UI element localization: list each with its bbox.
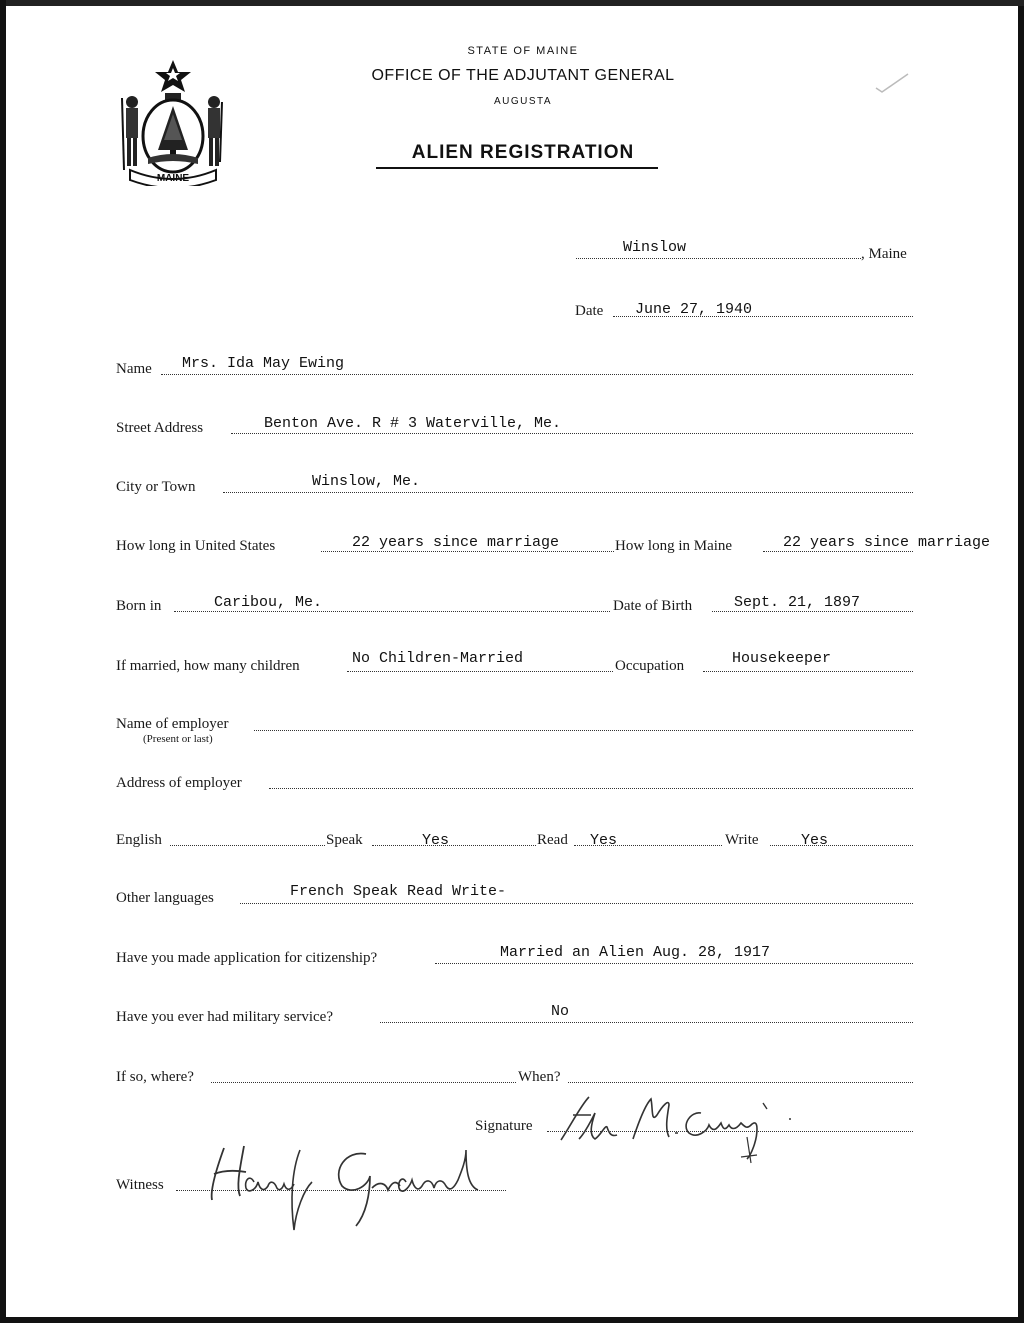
signature-label: Signature	[475, 1118, 533, 1134]
occupation-value: Housekeeper	[732, 650, 832, 667]
date-of-birth-value: Sept. 21, 1897	[734, 594, 861, 611]
how-long-us-label: How long in United States	[116, 538, 276, 554]
how-long-maine-label: How long in Maine	[615, 538, 733, 554]
born-in-label: Born in	[116, 598, 162, 614]
employer-address-label: Address of employer	[116, 775, 242, 791]
title-underline	[376, 167, 658, 169]
city-line	[223, 492, 913, 493]
when-label: When?	[518, 1069, 561, 1085]
scan-bottom-edge	[6, 1317, 1024, 1323]
children-line	[347, 671, 613, 672]
date-label: Date	[575, 303, 604, 319]
header-state: STATE OF MAINE	[467, 45, 579, 57]
date-of-birth-label: Date of Birth	[613, 598, 693, 614]
employer-address-line	[269, 788, 913, 789]
if-so-where-label: If so, where?	[116, 1069, 194, 1085]
how-long-us-line	[321, 551, 614, 552]
city-value: Winslow, Me.	[312, 473, 421, 490]
other-languages-label: Other languages	[116, 890, 214, 906]
city-label: City or Town	[116, 479, 196, 495]
how-long-us-value: 22 years since marriage	[352, 534, 560, 551]
employer-name-label: Name of employer	[116, 716, 229, 732]
military-line	[380, 1022, 913, 1023]
citizenship-line	[435, 963, 913, 964]
speak-label: Speak	[326, 832, 363, 848]
citizenship-label: Have you made application for citizenship?	[116, 950, 378, 966]
read-value: Yes	[590, 832, 618, 849]
date-value: June 27, 1940	[635, 301, 753, 318]
town-line	[576, 258, 861, 259]
date-of-birth-line	[712, 611, 913, 612]
military-value: No	[551, 1003, 570, 1020]
svg-text:MAINE: MAINE	[156, 173, 190, 184]
write-line	[770, 845, 913, 846]
citizenship-value: Married an Alien Aug. 28, 1917	[500, 944, 771, 961]
if-so-where-line	[211, 1082, 516, 1083]
witness-signature	[196, 1130, 516, 1240]
military-label: Have you ever had military service?	[116, 1009, 333, 1025]
street-address-label: Street Address	[116, 420, 204, 436]
speak-line	[372, 845, 536, 846]
witness-label: Witness	[116, 1177, 164, 1193]
children-label: If married, how many children	[116, 658, 300, 674]
children-value: No Children-Married	[352, 650, 524, 667]
write-label: Write	[725, 832, 759, 848]
form-title: ALIEN REGISTRATION	[411, 142, 635, 163]
other-languages-value: French Speak Read Write-	[290, 883, 507, 900]
name-label: Name	[116, 361, 152, 377]
when-line	[568, 1082, 913, 1083]
occupation-label: Occupation	[615, 658, 685, 674]
born-in-line	[174, 611, 610, 612]
speak-value: Yes	[422, 832, 450, 849]
header-city: AUGUSTA	[493, 96, 553, 107]
how-long-maine-value: 22 years since marriage	[783, 534, 991, 551]
english-line	[170, 845, 325, 846]
employer-name-line	[254, 730, 913, 731]
name-line	[161, 374, 913, 375]
town-suffix: , Maine	[861, 246, 907, 262]
applicant-signature	[551, 1085, 801, 1165]
how-long-maine-line	[763, 551, 913, 552]
name-value: Mrs. Ida May Ewing	[182, 355, 345, 372]
town-value: Winslow	[623, 239, 687, 256]
born-in-value: Caribou, Me.	[214, 594, 323, 611]
street-address-line	[231, 433, 913, 434]
write-value: Yes	[801, 832, 829, 849]
english-label: English	[116, 832, 162, 848]
read-label: Read	[537, 832, 568, 848]
pencil-check-mark	[874, 72, 910, 94]
street-address-value: Benton Ave. R # 3 Waterville, Me.	[264, 415, 562, 432]
occupation-line	[703, 671, 913, 672]
scan-top-edge	[6, 0, 1024, 6]
other-languages-line	[240, 903, 913, 904]
employer-name-sublabel: (Present or last)	[143, 733, 213, 745]
header-office: OFFICE OF THE ADJUTANT GENERAL	[371, 67, 675, 84]
